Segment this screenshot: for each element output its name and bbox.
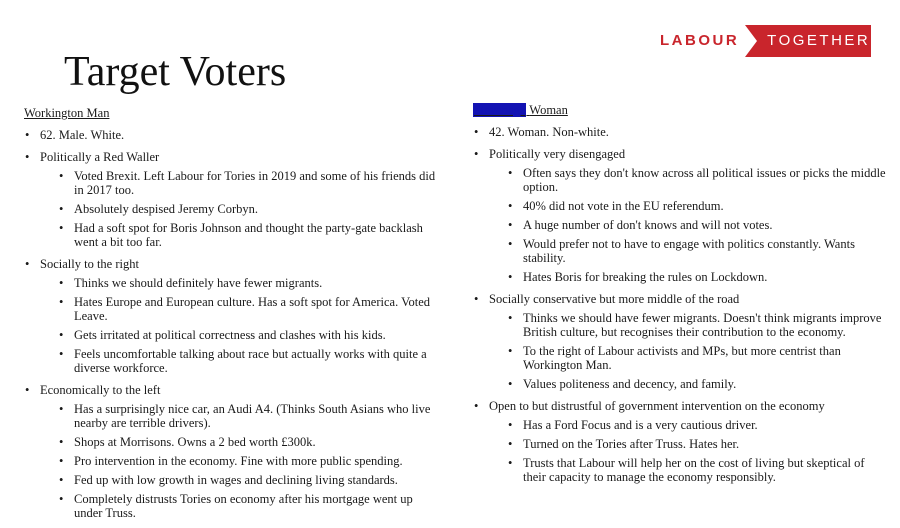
target-woman-column	[473, 103, 888, 492]
logo-text-labour: LABOUR	[660, 32, 740, 49]
section-text: Politically very disengaged	[489, 147, 626, 161]
list-item	[473, 147, 888, 284]
sub-list-item: • Had a soft spot for Boris Johnson and thought the party-gate backlash went a bit too far.	[40, 221, 444, 249]
logo-text-together: TOGETHER	[745, 25, 871, 57]
section-text: 62. Male. White.	[40, 128, 125, 142]
sub-list	[40, 402, 444, 520]
sub-list-item: • Thinks we should definitely have fewer migrants.	[40, 276, 444, 290]
sub-list-item: • To the right of Labour activists and MPs, but more centrist than Workington Man.	[489, 344, 888, 372]
sub-list-item: • Fed up with low growth in wages and declining living standards.	[40, 473, 444, 487]
right-heading-text: Woman	[529, 103, 568, 117]
sub-list-item: • Hates Europe and European culture. Has a soft spot for America. Voted Leave.	[40, 295, 444, 323]
sub-list	[489, 166, 888, 284]
section-text: Open to but distrustful of government intervention on the economy	[489, 399, 825, 413]
sub-list-item: • Would prefer not to have to engage with politics constantly. Wants stability.	[489, 237, 888, 265]
sub-list-item: • 40% did not vote in the EU referendum.	[489, 199, 888, 213]
section-text: Politically a Red Waller	[40, 150, 160, 164]
left-bullet-list	[24, 128, 444, 520]
sub-list-item: • Has a Ford Focus and is a very cautious driver.	[489, 418, 888, 432]
sub-list-item: • Pro intervention in the economy. Fine with more public spending.	[40, 454, 444, 468]
right-bullet-list	[473, 125, 888, 484]
sub-list-item: • Voted Brexit. Left Labour for Tories in 2019 and some of his friends did in 2017 too.	[40, 169, 444, 197]
section-text: Socially conservative but more middle of the road	[489, 292, 740, 306]
sub-list-item: • Shops at Morrisons. Owns a 2 bed worth £300k.	[40, 435, 444, 449]
list-item	[24, 383, 444, 520]
sub-list-item: • Absolutely despised Jeremy Corbyn.	[40, 202, 444, 216]
sub-list-item: • Trusts that Labour will help her on the cost of living but skeptical of their capacity to manage the economy responsibly.	[489, 456, 888, 484]
sub-list-item: • Values politeness and decency, and family.	[489, 377, 888, 391]
section-text: 42. Woman. Non-white.	[489, 125, 609, 139]
sub-list-item: • A huge number of don't knows and will not votes.	[489, 218, 888, 232]
left-heading: Workington Man	[24, 106, 110, 120]
sub-list	[40, 276, 444, 375]
labour-together-logo	[651, 25, 871, 57]
list-item	[24, 257, 444, 375]
page-title: Target Voters	[64, 49, 287, 95]
section-text: Economically to the left	[40, 383, 161, 397]
sub-list-item: • Often says they don't know across all political issues or picks the middle option.	[489, 166, 888, 194]
sub-list-item: • Hates Boris for breaking the rules on Lockdown.	[489, 270, 888, 284]
right-heading	[473, 103, 888, 117]
list-item	[24, 150, 444, 249]
list-item	[473, 399, 888, 484]
sub-list-item: • Gets irritated at political correctness and clashes with his kids.	[40, 328, 444, 342]
sub-list-item: • Turned on the Tories after Truss. Hates her.	[489, 437, 888, 451]
sub-list	[489, 418, 888, 484]
sub-list-item: • Completely distrusts Tories on economy after his mortgage went up under Truss.	[40, 492, 444, 520]
section-text: Socially to the right	[40, 257, 139, 271]
sub-list	[489, 311, 888, 391]
sub-list-item: • Feels uncomfortable talking about race but actually works with quite a diverse workforce.	[40, 347, 444, 375]
sub-list-item: • Has a surprisingly nice car, an Audi A4. (Thinks South Asians who live nearby are terrible drivers).	[40, 402, 444, 430]
list-item	[473, 125, 888, 139]
list-item	[24, 128, 444, 142]
sub-list-item: • Thinks we should have fewer migrants. Doesn't think migrants improve British culture, but recognises their contribution to the economy.	[489, 311, 888, 339]
sub-list	[40, 169, 444, 249]
list-item	[473, 292, 888, 391]
workington-man-column	[24, 106, 444, 528]
redacted-text: Stevenage	[474, 103, 526, 117]
